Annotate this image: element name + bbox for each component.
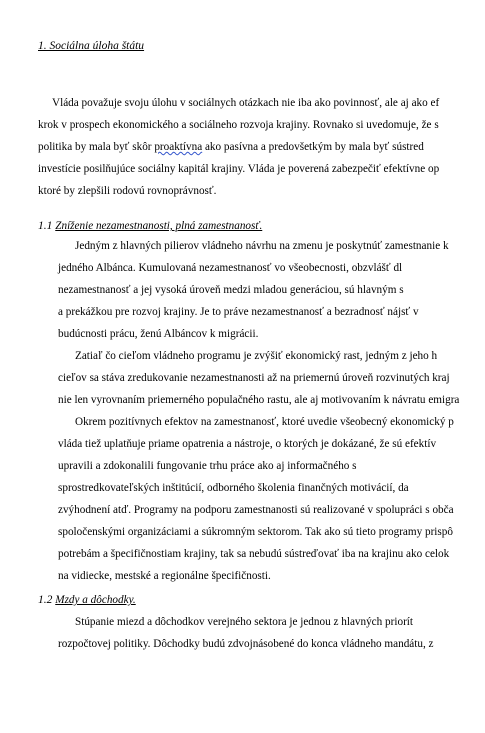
paragraph-line: Jedným z hlavných pilierov vládneho návrhu na zmenu je poskytnúť zamestnanie k: [75, 240, 449, 252]
subsection-title: Zníženie nezamestnanosti, plná zamestnanosť.: [55, 220, 263, 232]
subsection-heading: [38, 219, 262, 233]
paragraph-line: na vidiecke, mestské a regionálne špecifičnosti.: [58, 570, 271, 582]
paragraph-line: zvýhodnení atď. Programy na podporu zamestnanosti sú realizované v spolupráci s obča: [58, 504, 454, 516]
subsection-number: 1.2: [38, 594, 56, 606]
paragraph-line: cieľov sa stáva zredukovanie nezamestnanosti až na priemernú úroveň rozvinutých kraj: [58, 372, 450, 384]
paragraph-line: vláda tiež uplatňuje priame opatrenia a nástroje, o ktorých je dokázané, že sú efektív: [58, 438, 437, 450]
paragraph-line: spoločenskými organizáciami a súkromným sektorom. Tak ako sú tieto programy prispô: [58, 526, 453, 538]
paragraph-line: investície posilňujúce sociálny kapitál krajiny. Vláda je poverená zabezpečiť efektívne op: [38, 163, 440, 175]
paragraph-line: Zatiaľ čo cieľom vládneho programu je zvýšiť ekonomický rast, jedným z jeho h: [75, 350, 438, 362]
paragraph-line: sprostredkovateľských inštitúcií, odborného školenia finančných motivácií, da: [58, 482, 409, 494]
text-run: ako pasívna a predovšetkým by mala byť sústred: [202, 141, 424, 153]
text-run: politika by mala byť skôr: [38, 141, 155, 153]
paragraph-line: krok v prospech ekonomického a sociálneho rozvoja krajiny. Rovnako si uvedomuje, že s: [38, 119, 439, 131]
paragraph-line: [38, 140, 424, 154]
paragraph-line: ktoré by zlepšili rodovú rovnoprávnosť.: [38, 185, 217, 197]
paragraph-line: Okrem pozitívnych efektov na zamestnanosť, ktoré uvedie všeobecný ekonomický p: [75, 416, 454, 428]
paragraph-line: jedného Albánca. Kumulovaná nezamestnanosť vo všeobecnosti, obzvlášť dl: [58, 262, 403, 274]
subsection-heading: [38, 593, 136, 607]
paragraph-line: budúcnosti prácu, ženú Albáncov k migrácii.: [58, 328, 259, 340]
subsection-number: 1.1: [38, 220, 56, 232]
paragraph-line: rozpočtovej politiky. Dôchodky budú zdvojnásobené do konca vládneho mandátu, z: [58, 638, 434, 650]
subsection-title: Mzdy a dôchodky.: [55, 594, 136, 606]
paragraph-line: Vláda považuje svoju úlohu v sociálnych otázkach nie iba ako povinnosť, ale aj ako ef: [52, 97, 440, 109]
section-heading: 1. Sociálna úloha štátu: [38, 40, 145, 52]
spellcheck-marked-word: proaktívna: [154, 141, 203, 153]
paragraph-line: a prekážkou pre rozvoj krajiny. Je to práve nezamestnanosť a bezradnosť nájsť v: [58, 306, 419, 318]
paragraph-line: upravili a zdokonalili fungovanie trhu práce ako aj informačného s: [58, 460, 357, 472]
paragraph-line: nie len vyrovnaním priemerného populačného rastu, ale aj motivovaním k návratu emigra: [58, 394, 460, 406]
paragraph-line: Stúpanie miezd a dôchodkov verejného sektora je jednou z hlavných priorít: [75, 616, 414, 628]
paragraph-line: potrebám a špecifičnostiam krajiny, tak sa nebudú sústreďovať iba na krajinu ako celok: [58, 548, 450, 560]
paragraph-line: nezamestnanosť a jej vysoká úroveň medzi mladou generáciou, sú hlavným s: [58, 284, 404, 296]
